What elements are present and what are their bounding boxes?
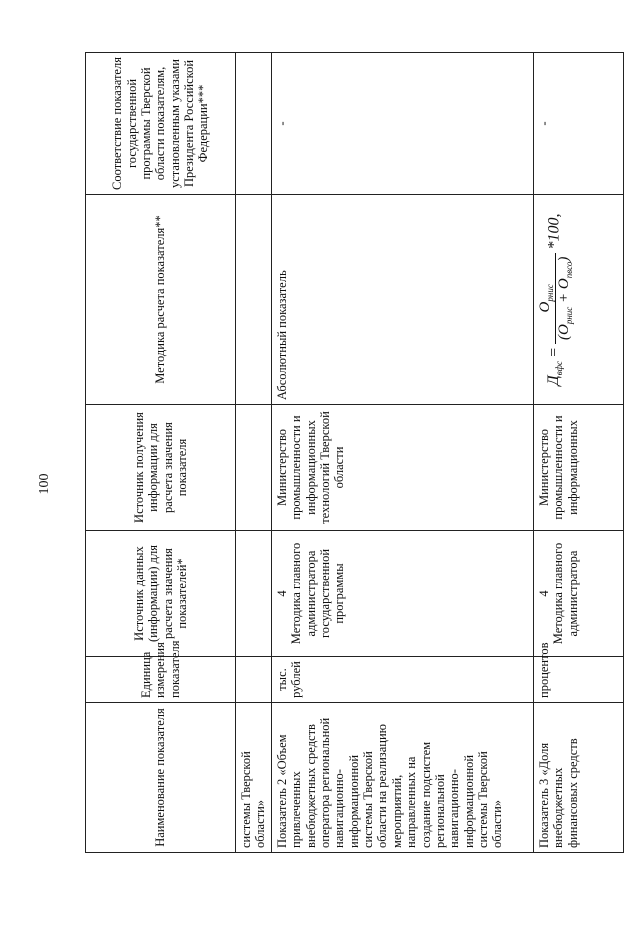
header-name: Наименование показателя bbox=[86, 703, 236, 853]
row-2-compliance: - bbox=[533, 53, 623, 195]
row-1-source-info: Министерство промышленности и информационных технологий Тверской области bbox=[271, 405, 533, 531]
row-2-source-info: Министерство промышленности и информационных bbox=[533, 405, 623, 531]
formula-denominator: $(О_{рнис} + О_{пвсо})$ bbox=[556, 256, 575, 340]
row-1-source-data-cell bbox=[271, 531, 533, 657]
rotated-sheet bbox=[85, 53, 615, 853]
formula-equals: = bbox=[545, 347, 563, 358]
header-source-data: Источник данных (информации) для расчета значения показателей* bbox=[86, 531, 236, 657]
header-source-info: Источник получения информации для расчета значения показателя bbox=[86, 405, 236, 531]
row-1-method: Абсолютный показатель bbox=[271, 195, 533, 405]
page-number: 100 bbox=[37, 473, 52, 495]
row-0-source-info bbox=[236, 405, 272, 531]
row-0-unit bbox=[236, 657, 272, 703]
formula-lhs: $Д_{вфс}$ bbox=[545, 361, 565, 386]
header-method: Методика расчета показателя** bbox=[86, 195, 236, 405]
row-0-source-data bbox=[236, 531, 272, 657]
row-0-compliance bbox=[236, 53, 272, 195]
row-1-unit: тыс. рублей bbox=[271, 657, 533, 703]
formula-fraction bbox=[537, 253, 575, 344]
row-1-source-data: Методика главного администратора государственной программы bbox=[289, 542, 347, 645]
table-row bbox=[533, 53, 623, 853]
row-2-source-data-cell bbox=[533, 531, 623, 657]
row-1-name: Показатель 2 «Объем привлеченных внебюджетных средств оператора региональной навигационно-информационной системы Тверской области на реализацию мероприятий, направленных на создание подсистем региональной навигационно-информационной системы Тверской области» bbox=[271, 703, 533, 853]
row-2-unit: процентов bbox=[533, 657, 623, 703]
table-row bbox=[236, 53, 272, 853]
row-2-method-formula bbox=[533, 195, 623, 405]
row-2-source-data: Методика главного администратора bbox=[551, 542, 580, 645]
header-compliance: Соответствие показателя государственной программы Тверской области показателям, установленным указами Президента Российской Федерации*** bbox=[86, 53, 236, 195]
table-row bbox=[271, 53, 533, 853]
table-header-row bbox=[86, 53, 236, 853]
row-0-method bbox=[236, 195, 272, 405]
row-1-source-data-code: 4 bbox=[274, 590, 289, 597]
header-unit: Единица измерения показателя bbox=[86, 657, 236, 703]
row-0-name: системы Тверской области» bbox=[236, 703, 272, 853]
row-1-compliance: - bbox=[271, 53, 533, 195]
row-2-name: Показатель 3 «Доля внебюджетных финансовых средств bbox=[533, 703, 623, 853]
row-2-source-data-code: 4 bbox=[536, 590, 551, 597]
indicators-table bbox=[85, 52, 624, 853]
formula-tail: *100, bbox=[545, 213, 563, 250]
page-number-container bbox=[30, 20, 52, 925]
formula-numerator: $О_{рнис}$ bbox=[537, 253, 556, 344]
